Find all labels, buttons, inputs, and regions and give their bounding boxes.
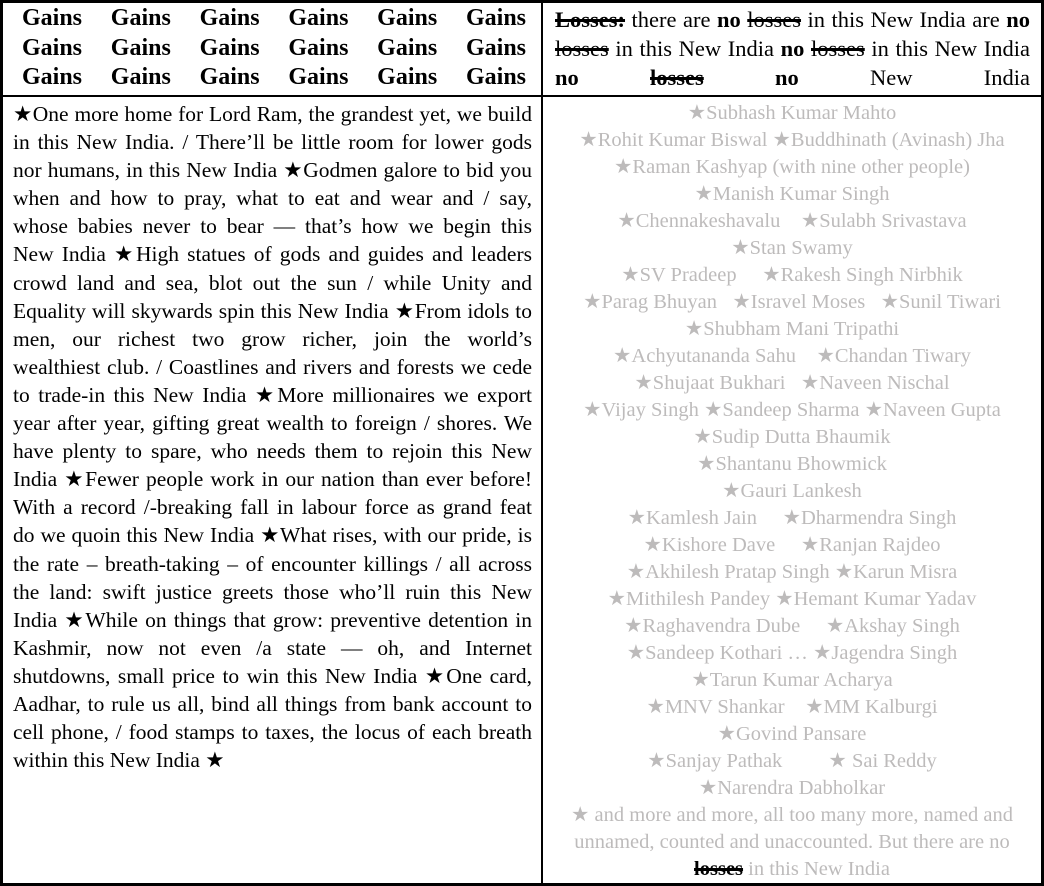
text-line: Gains Gains Gains Gains Gains Gains: [22, 34, 526, 61]
text-segment: [704, 65, 775, 90]
text-segment: no: [716, 7, 741, 32]
text-segment: in this New India: [608, 36, 781, 61]
names-cell: [543, 97, 1041, 883]
names-closing-paragraph: [549, 802, 1035, 883]
text-segment: losses: [811, 36, 865, 61]
text-segment: losses: [555, 36, 609, 61]
text-line: ★Manish Kumar Singh: [694, 183, 890, 205]
text-line: ★Govind Pansare: [717, 723, 867, 745]
text-line: ★Shantanu Bhowmick: [697, 453, 887, 475]
text-line: ★Rohit Kumar Biswal ★Buddhinath (Avinash) Jha: [579, 129, 1005, 151]
text-segment: [804, 36, 811, 61]
text-line: ★Stan Swamy: [731, 237, 853, 259]
text-line: ★Sandeep Kothari … ★Jagendra Singh: [626, 642, 958, 664]
text-line: ★Gauri Lankesh: [722, 480, 862, 502]
text-line: ★Shujaat Bukhari ★Naveen Nischal: [634, 372, 950, 394]
text-line: Gains Gains Gains Gains Gains Gains: [22, 5, 526, 31]
text-line: ★SV Pradeep ★Rakesh Singh Nirbhik: [621, 264, 963, 286]
text-segment: there are: [625, 7, 717, 32]
poem-cell: [3, 97, 541, 883]
text-segment: in this New India: [864, 36, 1030, 61]
text-segment: no: [555, 65, 579, 90]
text-segment: no: [1006, 7, 1030, 32]
text-line: Gains Gains Gains Gains Gains Gains: [22, 64, 526, 90]
text-line: ★Kishore Dave ★Ranjan Rajdeo: [643, 534, 941, 556]
text-line: ★Shubham Mani Tripathi: [684, 318, 900, 340]
text-line: ★Tarun Kumar Acharya: [691, 669, 893, 691]
text-segment: Losses:: [555, 7, 626, 32]
text-segment: losses: [747, 7, 802, 32]
text-line: ★Kamlesh Jain ★Dharmendra Singh: [627, 507, 957, 529]
text-segment: losses: [650, 65, 704, 90]
losses-header-cell: [543, 3, 1041, 95]
poem-text: ★One more home for Lord Ram, the grandest yet, we build in this New India. / There’ll be little room for lower gods nor humans, in this New India ★Godmen galore to bid you when and how to pray, what to eat and wear and / say, whose babies never to bear — that’s how we begin this New India ★High statues of gods and guides and leaders crowd land and sea, blot out the sun / while Unity and Equality will skywards spin this New India ★From idols to men, our richest two grow richer, join the world’s wealthiest club. / Coastlines and rivers and forests we cede to trade-in this New India ★More millionaires we export year after year, gifting great wealth to foreign / shores. We have plenty to spare, who needs them to rejoin this New India ★Fewer people work in our nation than ever before! With a record /-breaking fall in labour force as grand feat do we quoin this New India ★What rises, with our pride, is the rate – breath-taking – of encounter killings / all across the land: swift justice greets those who’ll ruin this New India ★While on things that grow: preventive detention in Kashmir, now not even /a state — oh, and Internet shutdowns, small price to win this New India ★One card, Aadhar, to rule us all, bind all things from bank account to cell phone, / food stamps to taxes, the locus of each breath within this New India ★: [13, 102, 532, 773]
text-segment: losses: [694, 858, 744, 880]
text-line: ★Narendra Dabholkar: [698, 777, 886, 799]
text-segment: [579, 65, 650, 90]
gains-header-cell: [3, 3, 541, 95]
page-table: [3, 3, 1041, 883]
names-list: [549, 100, 1035, 802]
text-segment: in this New India are: [801, 7, 1007, 32]
text-line: ★Akhilesh Pratap Singh ★Karun Misra: [626, 561, 958, 583]
text-line: ★Sudip Dutta Bhaumik: [693, 426, 891, 448]
text-segment: New India: [798, 65, 1031, 90]
text-line: ★Mithilesh Pandey ★Hemant Kumar Yadav: [607, 588, 977, 610]
text-line: ★Sanjay Pathak ★ Sai Reddy: [647, 750, 937, 772]
text-segment: ★ and more and more, all too many more, named and unnamed, counted and unaccounted. But there are no: [571, 804, 1013, 853]
text-line: ★Vijay Singh ★Sandeep Sharma ★Naveen Gupta: [583, 399, 1001, 421]
text-segment: in this New India: [743, 858, 890, 880]
text-segment: no: [775, 65, 799, 90]
text-line: ★MNV Shankar ★MM Kalburgi: [646, 696, 938, 718]
text-segment: no: [780, 36, 805, 61]
text-line: ★Parag Bhuyan ★Isravel Moses ★Sunil Tiwari: [583, 291, 1001, 313]
text-line: ★Raghavendra Dube ★Akshay Singh: [624, 615, 960, 637]
text-line: ★Achyutananda Sahu ★Chandan Tiwary: [613, 345, 971, 367]
text-line: ★Subhash Kumar Mahto: [687, 102, 897, 124]
text-line: ★Chennakeshavalu ★Sulabh Srivastava: [617, 210, 967, 232]
text-line: ★Raman Kashyap (with nine other people): [614, 156, 970, 178]
